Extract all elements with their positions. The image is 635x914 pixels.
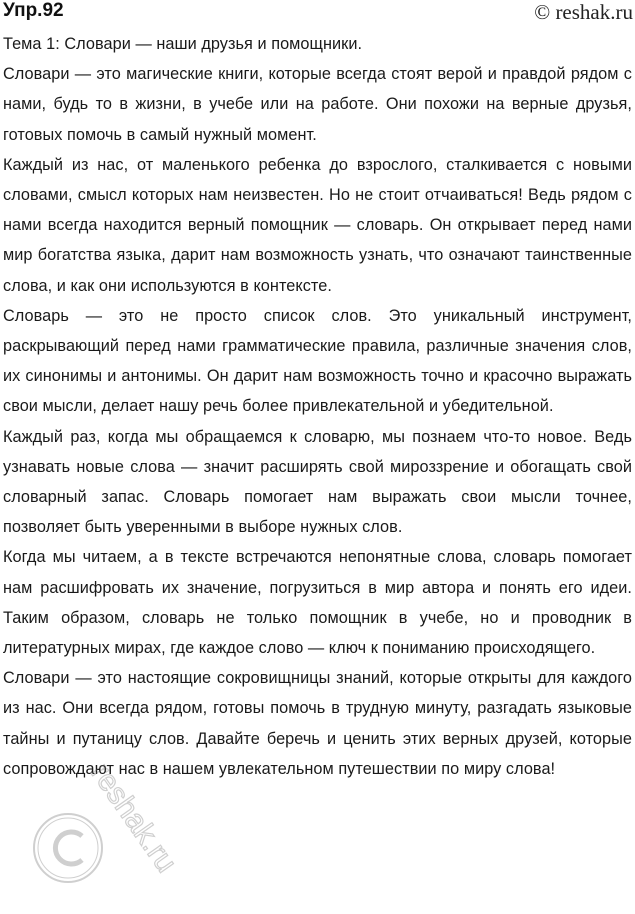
paragraph: Словари — это настоящие сокровищницы знаний, которые открыты для каждого из нас. Они всегда рядом, готовы помочь в трудную минуту, разгадать языковые тайны и путаницу слов. Давайте беречь и ценить этих верных друзей, которые сопровождают нас в нашем увлекательном путешествии по миру слова! (3, 669, 632, 778)
essay-topic: Тема 1: Словари — наши друзья и помощники. (3, 35, 363, 53)
paragraph: Когда мы читаем, а в тексте встречаются непонятные слова, словарь помогает нам расшифровать их значение, погрузиться в мир автора и понять его идеи. Таким образом, словарь не только помощник в учебе, но и проводник в литературных мирах, где каждое слово — ключ к пониманию происходящего. (3, 548, 632, 658)
essay-body (3, 29, 632, 784)
paragraph: Каждый раз, когда мы обращаемся к словарю, мы познаем что-то новое. Ведь узнавать новые слова — значит расширять свой мироззрение и обогащать свой словарный запас. Словарь помогает нам выражать свои мысли точнее, позволяет быть уверенными в выборе нужных слов. (3, 427, 632, 537)
paragraph: Словарь — это не просто список слов. Это уникальный инструмент, раскрывающий перед нами грамматические правила, различные значения слов, их синонимы и антонимы. Он дарит нам возможность точно и красочно выражать свои мысли, делает нашу речь более привлекательной и убедительной. (3, 306, 632, 416)
exercise-number: Упр.92 (3, 0, 64, 21)
page-header (0, 0, 635, 30)
paragraph: Каждый из нас, от маленького ребенка до взрослого, сталкивается с новыми словами, смысл которых нам неизвестен. Но не стоит отчаиваться! Ведь рядом с нами всегда находится верный помощник — словарь. Он открывает перед нами мир богатства языка, дарит нам возможность узнать, что означают таинственные слова, и как они используются в контексте. (3, 155, 632, 295)
copyright-notice: © reshak.ru (534, 0, 633, 24)
paragraph: Словари — это магические книги, которые всегда стоят верой и правдой рядом с нами, будь то в жизни, в учебе или на работе. Они похожи на верные друзья, готовых помочь в самый нужный момент. (3, 65, 632, 144)
svg-text:reshak.ru: reshak.ru (84, 760, 184, 879)
